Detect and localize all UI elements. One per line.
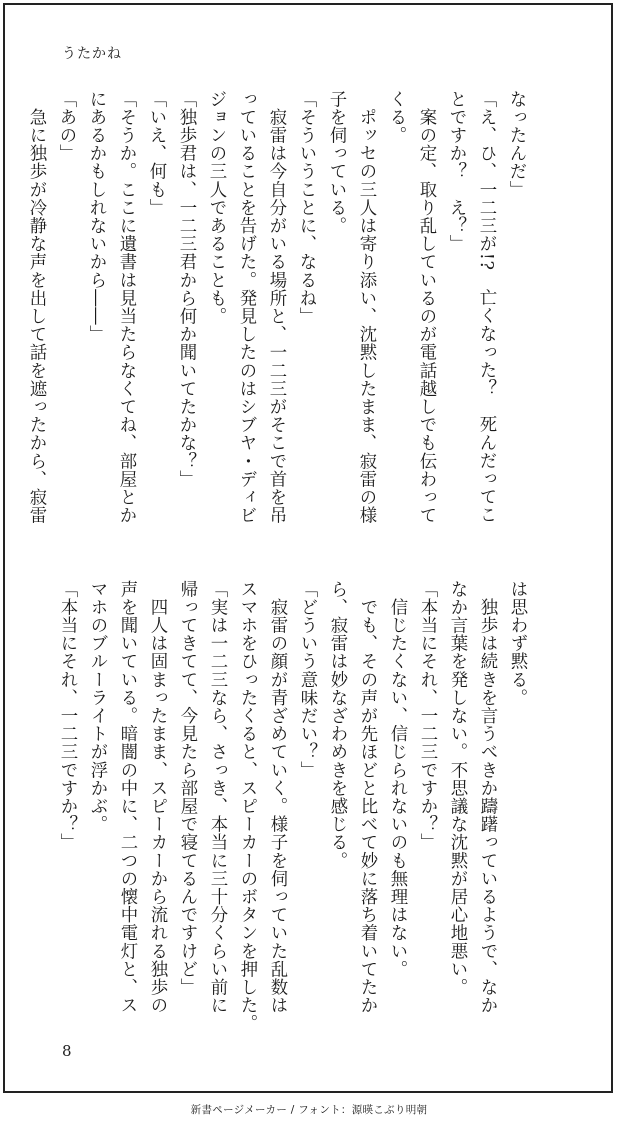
text-line: でも、その声が先ほどと比べて妙に落ち着いてたか [357, 580, 377, 1015]
text-line: 「本当にそれ、一二三ですか？」 [417, 580, 437, 852]
text-line: 急に独歩が冷静な声を出して話を遮ったから、寂雷 [26, 90, 46, 525]
text-line: 「独歩君は、一二三君から何か聞いてたかな？」 [176, 90, 196, 489]
text-line: にあるかもしれないから――」 [86, 90, 106, 344]
text-line: 案の定、取り乱しているのが電話越しでも伝わって [416, 90, 436, 525]
text-line: っていることを告げた。発見したのはシブヤ・ディビ [236, 90, 256, 525]
text-line: 四人は固まったまま、スピーカーから流れる独歩の [147, 580, 167, 1015]
text-line: マホのブルーライトが浮かぶ。 [87, 580, 107, 834]
page-number: 8 [62, 1042, 72, 1060]
text-line: 「どういう意味だい？」 [297, 580, 317, 780]
book-page [3, 3, 613, 1093]
text-line: スマホをひったくると、スピーカーのボタンを押した。 [237, 580, 257, 1033]
text-block-top [21, 90, 531, 530]
text-line: 「そうか。ここに遺書は見当たらなくてね、部屋とか [116, 90, 136, 525]
running-title: うたかね [62, 46, 122, 62]
text-line: 「え、ひ、一二三が!? 亡くなった？ 死んだってこ [476, 90, 496, 525]
text-line: ジョンの三人であることも。 [206, 90, 226, 326]
text-line: 「いえ、何も」 [146, 90, 166, 217]
text-line: 「実は一二三なら、さっき、本当に三十分くらい前に [207, 580, 227, 1015]
text-line: くる。 [386, 90, 406, 145]
text-line: とですか？ え？」 [446, 90, 466, 253]
text-line: なったんだ」 [506, 90, 526, 199]
text-line: なか言葉を発しない。不思議な沈黙が居心地悪い。 [447, 580, 467, 997]
text-line: 帰ってきてて、今見たら部屋で寝てるんですけど」 [177, 580, 197, 997]
text-line: 信じたくない、信じられないのも無理はない。 [387, 580, 407, 979]
text-line: 「そういうことに、なるね」 [296, 90, 316, 326]
text-line: 寂雷は今自分がいる場所と、一二三がそこで首を吊 [266, 90, 286, 525]
text-line: 寂雷の顔が青ざめていく。様子を伺っていた乱数は [267, 580, 287, 1015]
text-line: 独歩は続きを言うべきか躊躇っているようで、なか [477, 580, 497, 1015]
footer-credit: 新書ページメーカー / フォント：源暎こぶり明朝 [190, 1104, 428, 1116]
text-block-bottom [52, 580, 532, 1033]
text-line: ら、寂雷は妙なざわめきを感じる。 [327, 580, 347, 870]
text-line: は思わず黙る。 [507, 580, 527, 707]
text-line: 声を聞いている。暗闇の中に、二つの懐中電灯と、ス [117, 580, 137, 1015]
text-line: 「あの」 [56, 90, 76, 163]
text-line: 子を伺っている。 [326, 90, 346, 235]
text-line: ポッセの三人は寄り添い、沈黙したまま、寂雷の様 [356, 90, 376, 525]
text-line: 「本当にそれ、一二三ですか？」 [57, 580, 77, 852]
